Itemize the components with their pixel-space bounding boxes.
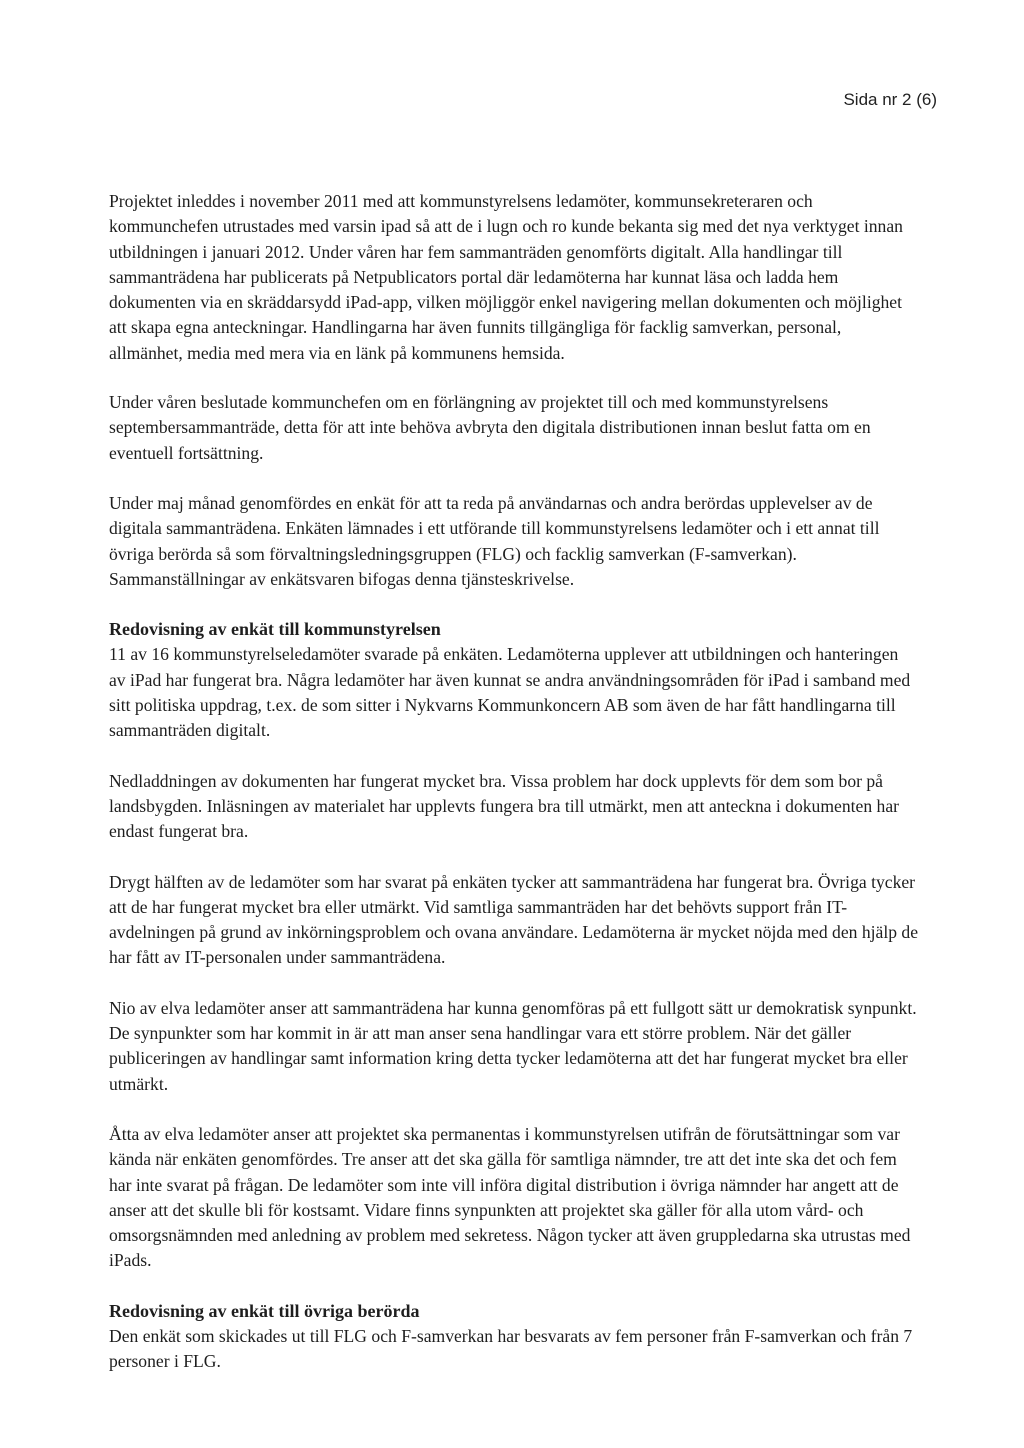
- heading-survey-others: Redovisning av enkät till övriga berörda: [109, 1300, 420, 1321]
- paragraph-ks-permanent: Åtta av elva ledamöter anser att projektet ska permanentas i kommunstyrelsen utifrån de förutsättningar som var kända när enkäten genomfördes. Tre anser att det ska gälla för samtliga nämnder, tre att det inte ska det och fem har inte svarat på frågan. De ledamöter som inte vill införa digital distribution i övriga nämnder har angett att de anser att det skulle bli för kostsamt. Vidare finns synpunkten att projektet ska gäller för alla utom vård- och omsorgsnämnden med anledning av problem med sekretess. Någon tycker att även gruppledarna ska utrustas med iPads.: [109, 1123, 911, 1271]
- heading-survey-ks: Redovisning av enkät till kommunstyrelsen: [109, 619, 441, 640]
- page-number: Sida nr 2 (6): [843, 90, 937, 109]
- paragraph-ks-responses: 11 av 16 kommunstyrelseledamöter svarade på enkäten. Ledamöterna upplever att utbildningen och hanteringen av iPad har fungerat bra. Några ledamöter har även kunnat se andra användningsområden för iPad i samband med sitt politiska uppdrag, t.ex. de som sitter i Nykvarns Kommunkoncern AB som även de har fått handlingarna till sammanträden digitalt.: [109, 644, 911, 741]
- paragraph-project-extension: Under våren beslutade kommunchefen om en förlängning av projektet till och med kommunstyrelsens septembersammanträde, detta för att inte behöva avbryta den digitala distributionen innan beslut fatta om en eventuell fortsättning.: [109, 392, 871, 463]
- paragraph-others-responses: Den enkät som skickades ut till FLG och F-samverkan har besvarats av fem personer från F-samverkan och från 7 personer i FLG.: [109, 1325, 913, 1372]
- paragraph-ks-meetings: Drygt hälften av de ledamöter som har svarat på enkäten tycker att sammanträdena har fungerat bra. Övriga tycker att de har fungerat mycket bra eller utmärkt. Vid samtliga sammanträden har det behövts support från IT-avdelningen på grund av inkörningsproblem och ovana användare. Ledamöterna är mycket nöjda med den hjälp de har fått av IT-personalen under sammanträdena.: [109, 871, 919, 968]
- paragraph-ks-democracy: Nio av elva ledamöter anser att sammanträdena har kunna genomföras på ett fullgott sätt ur demokratisk synpunkt. De synpunkter som har kommit in är att man anser sena handlingar vara ett större problem. När det gäller publiceringen av handlingar samt information kring detta tycker ledamöterna att det har fungerat mycket bra eller utmärkt.: [109, 997, 917, 1094]
- paragraph-project-start: Projektet inleddes i november 2011 med att kommunstyrelsens ledamöter, kommunsekreteraren och kommunchefen utrustades med varsin ipad så att de i lugn och ro kunde bekanta sig med det nya verktyget innan utbildningen i januari 2012. Under våren har fem sammanträden genomförts digitalt. Alla handlingar till sammanträdena har publicerats på Netpublicators portal där ledamöterna har kunnat läsa och ladda hem dokumenten via en skräddarsydd iPad-app, vilken möjliggör enkel navigering mellan dokumenten och möjlighet att skapa egna anteckningar. Handlingarna har även funnits tillgängliga för facklig samverkan, personal, allmänhet, media med mera via en länk på kommunens hemsida.: [109, 191, 903, 363]
- paragraph-ks-download: Nedladdningen av dokumenten har fungerat mycket bra. Vissa problem har dock upplevts för dem som bor på landsbygden. Inläsningen av materialet har upplevts fungera bra till utmärkt, men att anteckna i dokumenten har endast fungerat bra.: [109, 770, 899, 842]
- document-body: [109, 189, 919, 1400]
- paragraph-survey-intro: Under maj månad genomfördes en enkät för att ta reda på användarnas och andra berördas upplevelser av de digitala sammanträdena. Enkäten lämnades i ett utförande till kommunstyrelsens ledamöter och i ett annat till övriga berörda så som förvaltningsledningsgruppen (FLG) och facklig samverkan (F-samverkan). Sammanställningar av enkätsvaren bifogas denna tjänsteskrivelse.: [109, 492, 880, 589]
